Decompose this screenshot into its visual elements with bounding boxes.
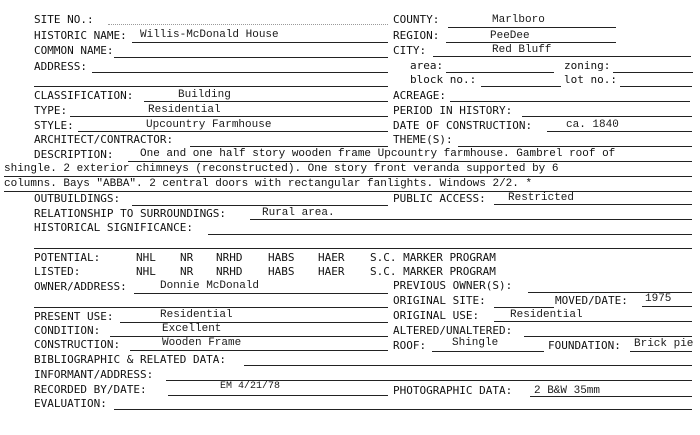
address-line-2: [34, 86, 388, 87]
relationship-line: [250, 219, 692, 220]
evaluation-line: [114, 409, 692, 410]
description-line-3: columns. Bays "ABBA". 2 central doors with rectangular fanlights. Windows 2/2. *: [4, 178, 533, 190]
construction-label: CONSTRUCTION:: [34, 338, 121, 351]
style-line: [78, 131, 388, 132]
listed-nrhd: NRHD: [216, 265, 243, 278]
historical-significance-label: HISTORICAL SIGNIFICANCE:: [34, 221, 193, 234]
potential-nr: NR: [180, 251, 194, 264]
zoning-line: [613, 72, 693, 73]
foundation-line: [630, 351, 692, 352]
listed-nhl: NHL: [136, 265, 156, 278]
original-use-line: [494, 321, 692, 322]
classification-value: Building: [178, 89, 231, 101]
historic-name-label: HISTORIC NAME:: [34, 29, 127, 42]
historic-name-value: Willis-McDonald House: [140, 29, 279, 41]
roof-line: [432, 351, 544, 352]
present-use-label: PRESENT USE:: [34, 310, 114, 323]
block-no-label: block no.:: [410, 73, 477, 86]
site-no-line: [108, 24, 388, 25]
original-use-label: ORIGINAL USE:: [393, 309, 480, 322]
condition-line: [110, 336, 388, 337]
listed-habs: HABS: [268, 265, 295, 278]
roof-label: ROOF:: [393, 339, 427, 352]
potential-nhl: NHL: [136, 251, 156, 264]
potential-habs: HABS: [268, 251, 295, 264]
recorded-by-label: RECORDED BY/DATE:: [34, 383, 147, 396]
listed-nr: NR: [180, 265, 194, 278]
county-label: COUNTY:: [393, 13, 440, 26]
informant-label: INFORMANT/ADDRESS:: [34, 368, 154, 381]
style-value: Upcountry Farmhouse: [146, 119, 272, 131]
condition-value: Excellent: [162, 323, 222, 335]
original-site-line: [494, 307, 554, 308]
relationship-label: RELATIONSHIP TO SURROUNDINGS:: [34, 207, 227, 220]
construction-value: Wooden Frame: [162, 337, 242, 349]
condition-label: CONDITION:: [34, 324, 101, 337]
evaluation-label: EVALUATION:: [34, 397, 107, 410]
date-of-construction-line: [547, 131, 692, 132]
foundation-value: Brick pie: [634, 338, 694, 350]
lot-no-line: [620, 86, 692, 87]
city-label: CITY:: [393, 44, 427, 57]
historic-name-line: [132, 42, 388, 43]
moved-date-label: MOVED/DATE:: [555, 294, 628, 307]
period-line: [522, 116, 692, 117]
moved-date-value: 1975: [645, 293, 672, 305]
classification-label: CLASSIFICATION:: [34, 89, 134, 102]
block-no-line: [481, 86, 561, 87]
acreage-line: [450, 101, 690, 102]
recorded-by-line: [168, 395, 388, 396]
city-value: Red Bluff: [492, 44, 552, 56]
common-name-line: [114, 57, 388, 58]
lot-no-label: lot no.:: [564, 73, 617, 86]
relationship-value: Rural area.: [262, 207, 335, 219]
recorded-by-value: EM 4/21/78: [220, 381, 281, 392]
address-line-1: [92, 72, 388, 73]
previous-owners-label: PREVIOUS OWNER(S):: [393, 279, 513, 292]
county-line: [448, 27, 616, 28]
address-label: ADDRESS:: [34, 60, 87, 73]
themes-line: [458, 146, 692, 147]
description-label: DESCRIPTION:: [34, 148, 114, 161]
listed-label: LISTED:: [34, 265, 81, 278]
photographic-line: [530, 396, 692, 397]
construction-line: [130, 350, 388, 351]
type-value: Residential: [148, 104, 221, 116]
photographic-value: 2 B&W 35mm: [534, 385, 601, 397]
potential-label: POTENTIAL:: [34, 251, 101, 264]
listed-haer: HAER: [318, 265, 345, 278]
architect-label: ARCHITECT/CONTRACTOR:: [34, 133, 174, 146]
date-of-construction-value: ca. 1840: [566, 119, 619, 131]
bibliographic-line: [244, 365, 692, 366]
potential-haer: HAER: [318, 251, 345, 264]
city-line: [433, 56, 691, 57]
historical-significance-line-2: [34, 248, 692, 249]
description-line-1: One and one half story wooden frame Upcountry farmhouse. Gambrel roof of: [140, 148, 616, 160]
listed-sc-marker: S.C. MARKER PROGRAM: [370, 265, 496, 278]
photographic-label: PHOTOGRAPHIC DATA:: [393, 384, 513, 397]
potential-nrhd: NRHD: [216, 251, 243, 264]
themes-label: THEME(S):: [393, 133, 453, 146]
region-value: PeeDee: [490, 30, 530, 42]
bibliographic-label: BIBLIOGRAPHIC & RELATED DATA:: [34, 353, 227, 366]
owner-address-line-1: [134, 293, 388, 294]
original-use-value: Residential: [510, 309, 583, 321]
public-access-value: Restricted: [508, 192, 575, 204]
description-rule-1: [128, 161, 692, 162]
outbuildings-line: [132, 205, 388, 206]
historical-significance-line-1: [208, 234, 692, 235]
acreage-label: ACREAGE:: [393, 89, 446, 102]
period-label: PERIOD IN HISTORY:: [393, 104, 513, 117]
classification-line: [144, 101, 388, 102]
owner-address-label: OWNER/ADDRESS:: [34, 280, 127, 293]
zoning-label: zoning:: [564, 59, 611, 72]
common-name-label: COMMON NAME:: [34, 44, 114, 57]
type-line: [70, 116, 388, 117]
region-label: REGION:: [393, 29, 440, 42]
original-site-label: ORIGINAL SITE:: [393, 294, 486, 307]
region-line: [446, 42, 616, 43]
area-label: area:: [410, 59, 444, 72]
foundation-label: FOUNDATION:: [548, 339, 621, 352]
present-use-line: [120, 322, 388, 323]
roof-value: Shingle: [452, 337, 499, 349]
potential-sc-marker: S.C. MARKER PROGRAM: [370, 251, 496, 264]
site-no-label: SITE NO.:: [34, 13, 94, 26]
public-access-line: [494, 204, 692, 205]
present-use-value: Residential: [160, 309, 233, 321]
architect-line: [190, 146, 388, 147]
type-label: TYPE:: [34, 104, 68, 117]
altered-label: ALTERED/UNALTERED:: [393, 324, 513, 337]
style-label: STYLE:: [34, 119, 74, 132]
date-of-construction-label: DATE OF CONSTRUCTION:: [393, 119, 533, 132]
owner-address-value: Donnie McDonald: [160, 280, 260, 292]
owner-address-line-2: [34, 307, 388, 308]
outbuildings-label: OUTBUILDINGS:: [34, 192, 121, 205]
description-rule-2: [4, 176, 692, 177]
county-value: Marlboro: [492, 14, 545, 26]
altered-line: [524, 336, 692, 337]
description-line-2: shingle. 2 exterior chimneys (reconstructed). One story front veranda supported by 6: [4, 163, 559, 175]
public-access-label: PUBLIC ACCESS:: [393, 192, 486, 205]
moved-date-line: [642, 306, 692, 307]
